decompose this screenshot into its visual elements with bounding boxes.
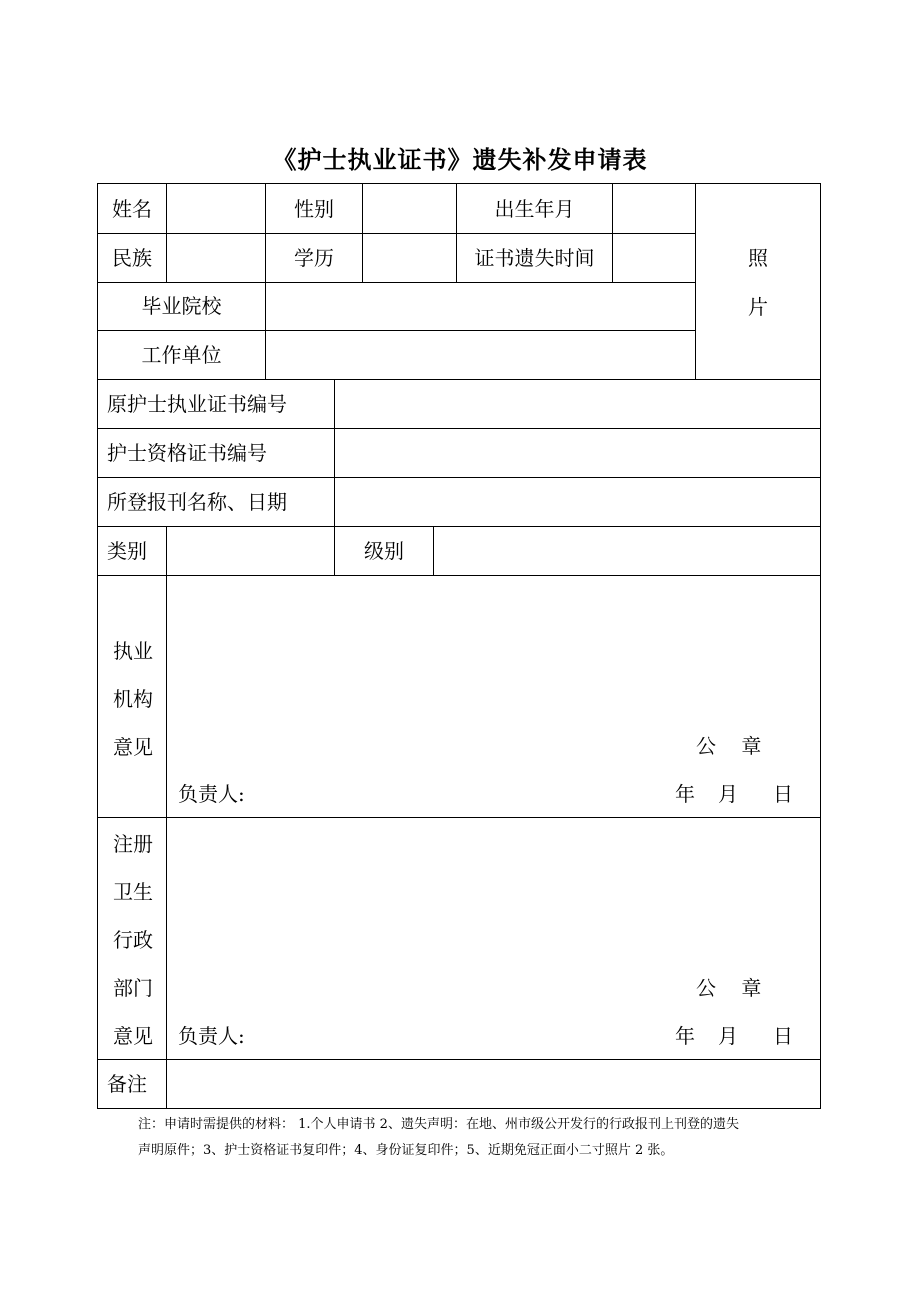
newspaper-field[interactable] bbox=[335, 478, 820, 526]
label-line: 行政 bbox=[113, 928, 153, 952]
employer-label: 工作单位 bbox=[141, 343, 222, 367]
qual-cert-no-field[interactable] bbox=[335, 429, 820, 477]
institution-day: 日 bbox=[773, 782, 793, 806]
remarks-label: 备注 bbox=[107, 1072, 147, 1096]
label-line: 部门 bbox=[113, 976, 153, 1000]
institution-month: 月 bbox=[718, 782, 738, 806]
photo-box[interactable] bbox=[696, 184, 820, 379]
form-title: 《护士执业证书》遗失补发申请表 bbox=[272, 145, 648, 174]
institution-seal: 公 章 bbox=[696, 734, 762, 758]
label-line: 意见 bbox=[113, 735, 153, 759]
photo-label-2: 片 bbox=[748, 295, 768, 319]
birth-field[interactable] bbox=[613, 184, 695, 233]
ethnicity-label: 民族 bbox=[112, 246, 152, 270]
label-line: 机构 bbox=[113, 687, 153, 711]
application-form-table bbox=[97, 183, 821, 1109]
submission-note bbox=[138, 1112, 798, 1164]
health-dept-opinion-field[interactable] bbox=[167, 818, 820, 1059]
education-label: 学历 bbox=[294, 246, 334, 270]
label-line: 意见 bbox=[113, 1024, 153, 1048]
level-field[interactable] bbox=[434, 527, 820, 575]
health-dept-seal: 公 章 bbox=[696, 976, 762, 1000]
newspaper-label: 所登报刊名称、日期 bbox=[107, 490, 287, 514]
name-label: 姓名 bbox=[112, 197, 152, 221]
school-field[interactable] bbox=[266, 283, 695, 330]
health-dept-year: 年 bbox=[675, 1024, 695, 1048]
health-dept-day: 日 bbox=[773, 1024, 793, 1048]
health-dept-month: 月 bbox=[718, 1024, 738, 1048]
level-label: 级别 bbox=[364, 539, 404, 563]
employer-field[interactable] bbox=[266, 331, 695, 379]
institution-opinion-field[interactable] bbox=[167, 576, 820, 817]
institution-year: 年 bbox=[675, 782, 695, 806]
label-line: 执业 bbox=[113, 639, 153, 663]
lost-time-label: 证书遗失时间 bbox=[474, 246, 595, 270]
qual-cert-no-label: 护士资格证书编号 bbox=[107, 441, 267, 465]
category-field[interactable] bbox=[167, 527, 333, 575]
photo-label-1: 照 bbox=[748, 246, 768, 270]
birth-label: 出生年月 bbox=[494, 197, 575, 221]
remarks-field[interactable] bbox=[167, 1060, 820, 1108]
orig-cert-no-field[interactable] bbox=[335, 380, 820, 428]
category-label: 类别 bbox=[107, 539, 147, 563]
institution-responsible-label: 负责人: bbox=[178, 782, 245, 806]
note-line-1: 注：申请时需提供的材料： 1.个人申请书 2、遗失声明：在地、州市级公开发行的行政报刊上刊登的遗失 bbox=[138, 1117, 739, 1132]
school-label: 毕业院校 bbox=[141, 294, 222, 318]
gender-label: 性别 bbox=[294, 197, 334, 221]
gender-field[interactable] bbox=[363, 184, 456, 233]
orig-cert-no-label: 原护士执业证书编号 bbox=[107, 392, 287, 416]
education-field[interactable] bbox=[363, 234, 456, 282]
label-line: 卫生 bbox=[113, 880, 153, 904]
note-line-2: 声明原件；3、护士资格证书复印件；4、身份证复印件；5、近期免冠正面小二寸照片 2 张。 bbox=[138, 1143, 674, 1158]
health-dept-responsible-label: 负责人: bbox=[178, 1024, 245, 1048]
ethnicity-field[interactable] bbox=[167, 234, 265, 282]
lost-time-field[interactable] bbox=[613, 234, 695, 282]
label-line: 注册 bbox=[113, 832, 153, 856]
name-field[interactable] bbox=[167, 184, 265, 233]
